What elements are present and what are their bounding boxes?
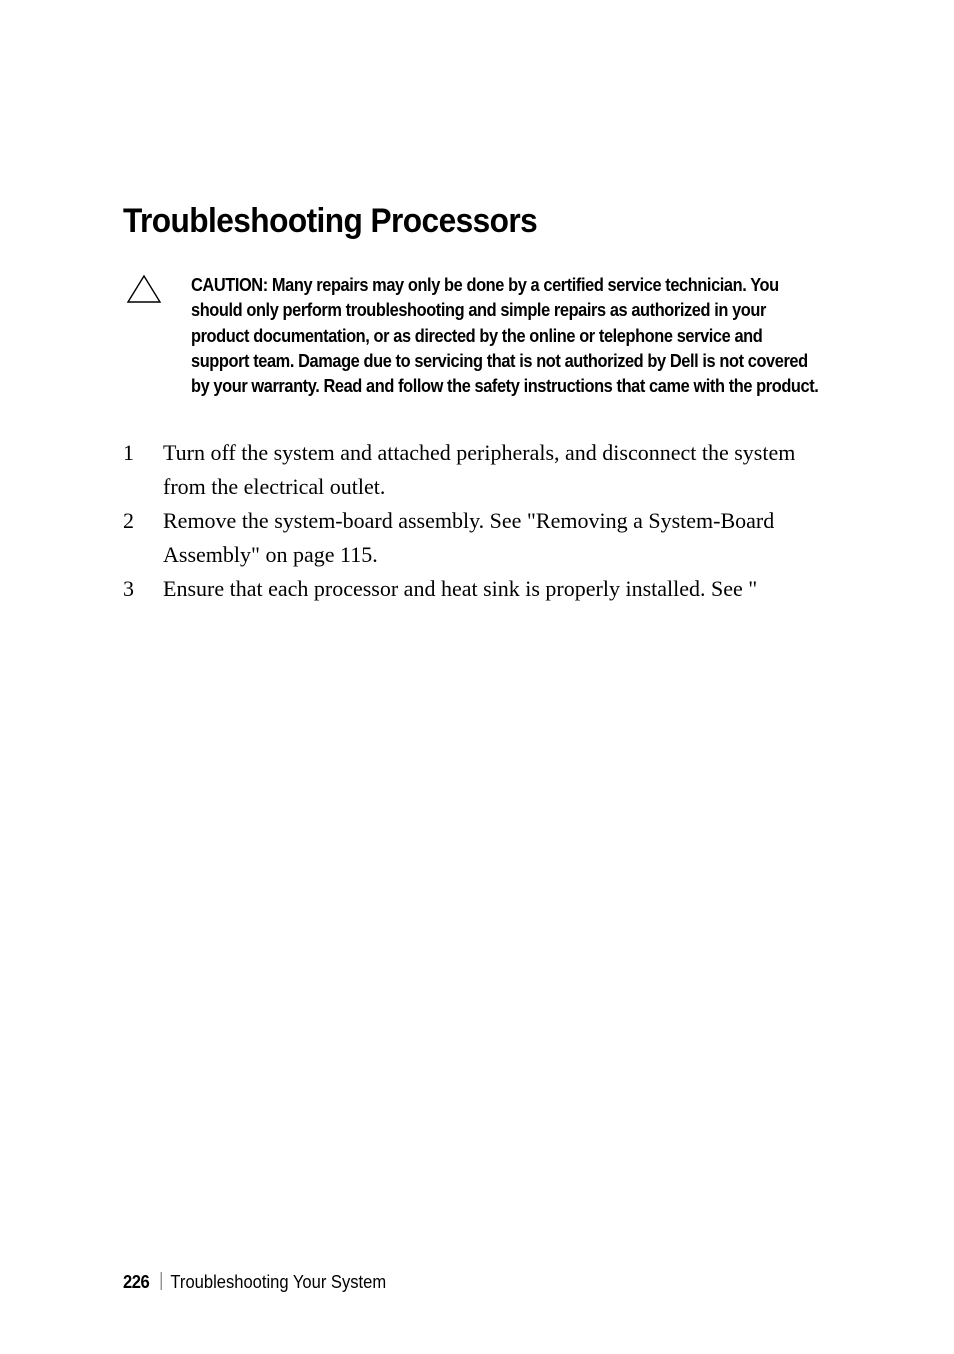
step-item <box>123 572 823 606</box>
footer-divider <box>160 1272 161 1290</box>
caution-triangle-icon <box>126 274 162 304</box>
page-title: Troubleshooting Processors <box>123 202 538 240</box>
step-text: Turn off the system and attached peripherals, and disconnect the system from the electrical outlet. <box>163 440 796 499</box>
steps-list <box>123 436 823 606</box>
step-text: Remove the system-board assembly. See "Removing a System-Board Assembly" on page 115. <box>163 508 775 567</box>
caution-notice: CAUTION: Many repairs may only be done by a certified service technician. You should only perform troubleshooting and simple repairs as authorized in your product documentation, or as directed by the online or telephone service and support team. Damage due to servicing that is not authorized by Dell is not covered by your warranty. Read and follow the safety instructions that came with the product. <box>191 275 819 397</box>
step-number: 2 <box>123 508 134 533</box>
step-text: Ensure that each processor and heat sink is properly installed. See " <box>163 576 758 601</box>
step-number: 1 <box>123 440 134 465</box>
page-footer <box>123 1272 386 1293</box>
step-number: 3 <box>123 576 134 601</box>
page-number: 226 <box>123 1272 150 1292</box>
footer-section-title: Troubleshooting Your System <box>170 1272 387 1292</box>
step-item <box>123 504 823 572</box>
step-item <box>123 436 823 504</box>
